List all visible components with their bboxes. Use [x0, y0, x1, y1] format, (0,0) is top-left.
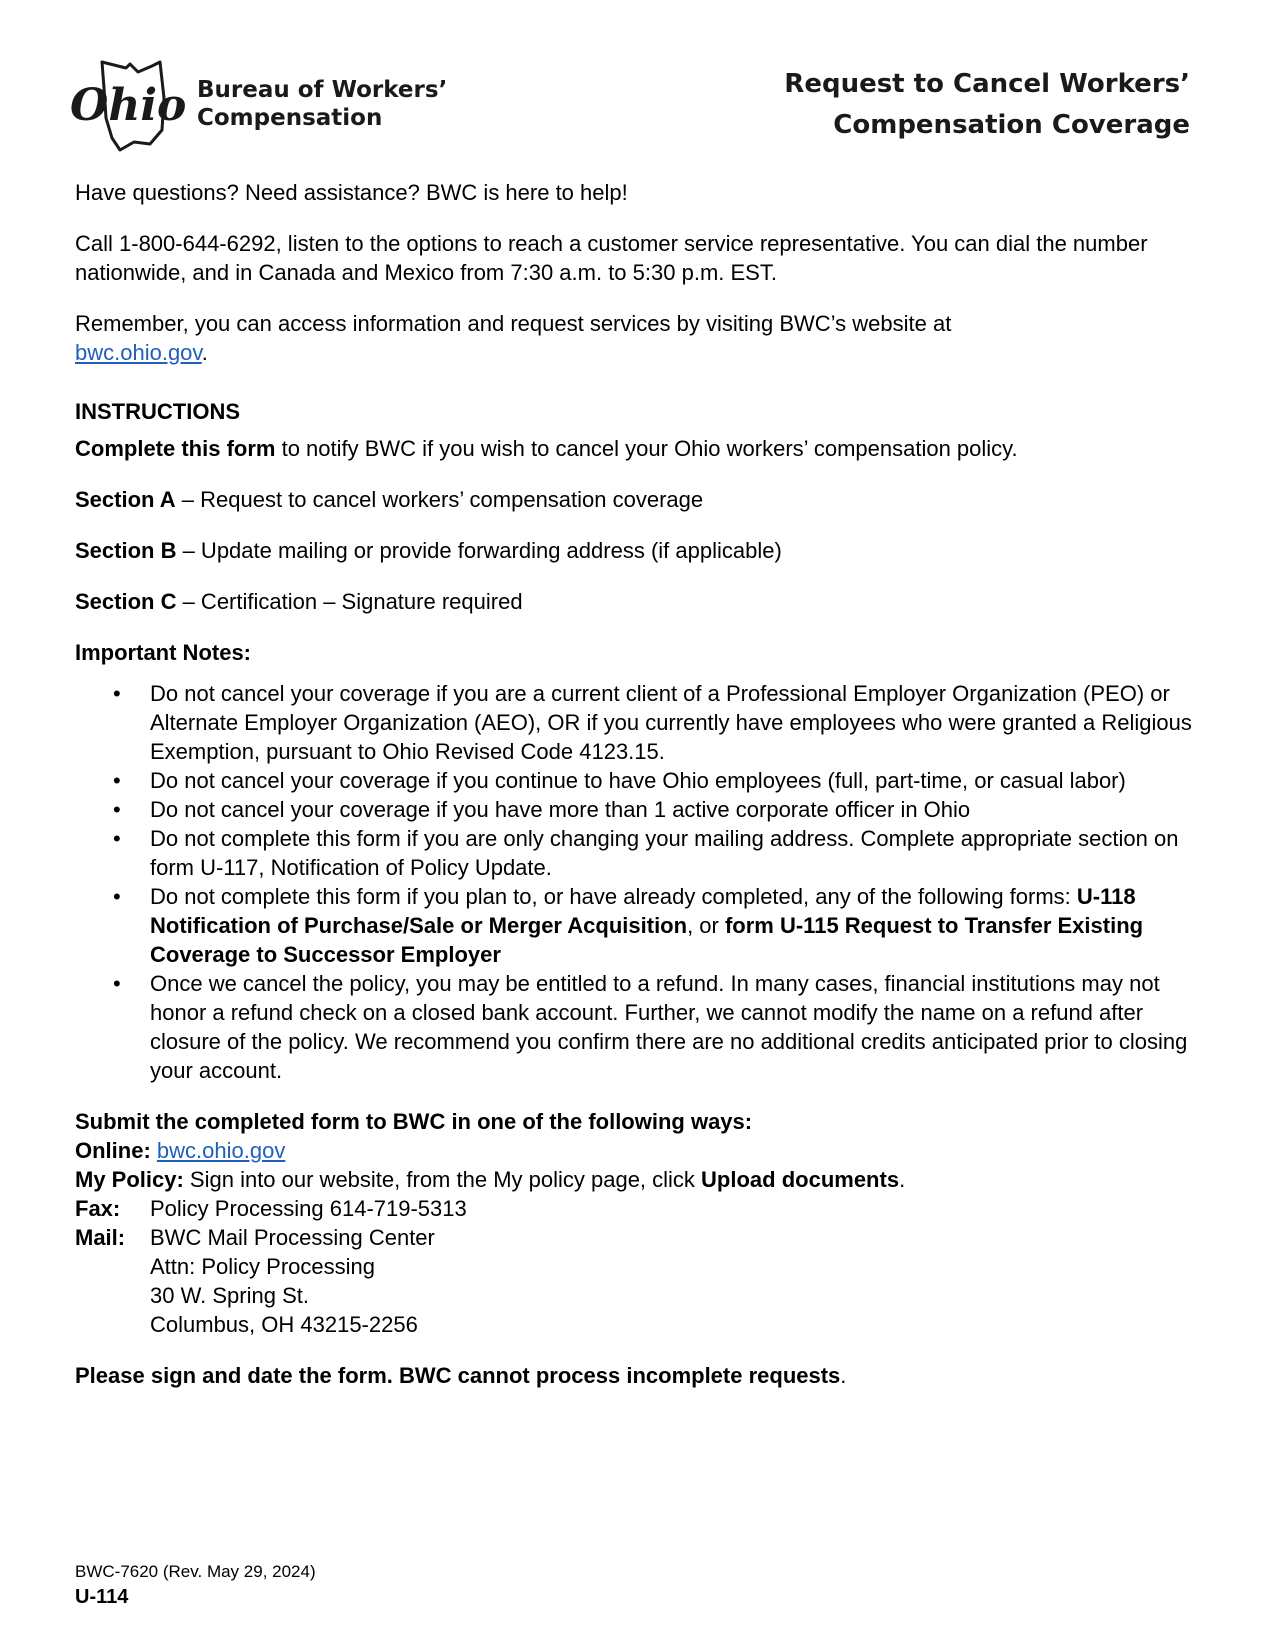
submit-heading: Submit the completed form to BWC in one of the following ways: [75, 1109, 753, 1134]
section-c-text: – Certification – Signature required [176, 589, 523, 614]
organization-line-1: Bureau of Workers’ [197, 77, 448, 103]
section-a-label: Section A [75, 487, 176, 512]
section-b-text: – Update mailing or provide forwarding address (if applicable) [176, 538, 782, 563]
my-policy-label: My Policy: [75, 1167, 184, 1192]
form-revision: BWC-7620 (Rev. May 29, 2024) [75, 1562, 316, 1581]
section-b-label: Section B [75, 538, 177, 563]
note-5-connector: , or [687, 913, 725, 938]
sign-and-date-bold: Please sign and date the form. BWC cannot process incomplete requests [75, 1363, 841, 1388]
mail-address-line-2: Attn: Policy Processing [150, 1254, 375, 1279]
list-item: • Do not cancel your coverage if you continue to have Ohio employees (full, part-time, or casual labor) [150, 766, 1205, 795]
form-code: U-114 [75, 1586, 129, 1608]
list-item: • Do not cancel your coverage if you have more than 1 active corporate officer in Ohio [150, 795, 1205, 824]
website-text: Remember, you can access information and request services by visiting BWC’s website at [75, 311, 952, 336]
my-policy-period: . [899, 1167, 906, 1192]
important-notes-heading: Important Notes: [75, 640, 251, 665]
form-title [784, 64, 1190, 146]
complete-form-rest: to notify BWC if you wish to cancel your Ohio workers’ compensation policy. [275, 436, 1018, 461]
page-header [68, 58, 1190, 158]
my-policy-line [75, 1165, 1205, 1194]
note-5-form-u118: U-118 Notification of Purchase/Sale or Merger Acquisition [150, 884, 1136, 938]
complete-form-bold: Complete this form [75, 436, 276, 461]
website-paragraph [75, 309, 1205, 367]
mail-label: Mail: [75, 1225, 126, 1250]
complete-form-text [75, 434, 1205, 463]
mail-address-line-3: 30 W. Spring St. [150, 1283, 309, 1308]
organization-line-2: Compensation [197, 105, 383, 131]
help-text: Have questions? Need assistance? BWC is here to help! [75, 180, 628, 205]
section-a-line [75, 485, 1205, 514]
sign-and-date-period: . [840, 1363, 847, 1388]
list-item: • Do not complete this form if you are only changing your mailing address. Complete appropriate section on form U-117, Notification of Policy Update. [150, 824, 1205, 882]
section-c-label: Section C [75, 589, 177, 614]
online-label: Online: [75, 1138, 151, 1163]
website-period: . [201, 340, 208, 365]
section-b-line [75, 536, 1205, 565]
organization-name [197, 76, 447, 132]
mail-address-line-4: Columbus, OH 43215-2256 [150, 1312, 418, 1337]
fax-label: Fax: [75, 1196, 121, 1221]
ohio-logo [68, 58, 188, 154]
upload-documents-label: Upload documents [701, 1167, 900, 1192]
online-link[interactable]: bwc.ohio.gov [156, 1138, 286, 1163]
sign-and-date-notice [75, 1361, 1205, 1390]
instructions-heading: INSTRUCTIONS [75, 399, 240, 424]
call-text: Call 1-800-644-6292, listen to the options to reach a customer service representative. You can dial the number nationwide, and in Canada and Mexico from 7:30 a.m. to 5:30 p.m. EST. [75, 231, 1148, 285]
website-link[interactable]: bwc.ohio.gov [75, 340, 202, 365]
my-policy-text: Sign into our website, from the My policy page, click [183, 1167, 702, 1192]
note-5-text: Do not complete this form if you plan to, or have already completed, any of the following forms: [150, 884, 1077, 909]
list-item: • Do not cancel your coverage if you are a current client of a Professional Employer Organization (PEO) or Alternate Employer Organization (AEO), OR if you currently have employees who were granted a Religious Exemption, pursuant to Ohio Revised Code 4123.15. [150, 679, 1205, 766]
online-line [75, 1136, 1205, 1165]
form-title-line-2: Compensation Coverage [833, 110, 1190, 140]
mail-line [75, 1223, 1205, 1252]
logo-wordmark: Ohio [70, 80, 187, 131]
important-notes-list [75, 679, 1205, 1085]
form-title-line-1: Request to Cancel Workers’ [784, 69, 1190, 99]
list-item: • Once we cancel the policy, you may be entitled to a refund. In many cases, financial institutions may not honor a refund check on a closed bank account. Further, we cannot modify the name on a refund after closure of the policy. We recommend you confirm there are no additional credits anticipated prior to closing your account. [150, 969, 1205, 1085]
document-body [75, 178, 1205, 1390]
section-a-text: – Request to cancel workers’ compensation coverage [175, 487, 704, 512]
list-item [150, 882, 1205, 969]
mail-address-line-1: BWC Mail Processing Center [150, 1225, 435, 1250]
note-5-form-u115: form U-115 Request to Transfer Existing Coverage to Successor Employer [150, 913, 1144, 967]
fax-text: Policy Processing 614-719-5313 [150, 1196, 467, 1221]
fax-line [75, 1194, 1205, 1223]
section-c-line [75, 587, 1205, 616]
page-footer [75, 1560, 316, 1610]
